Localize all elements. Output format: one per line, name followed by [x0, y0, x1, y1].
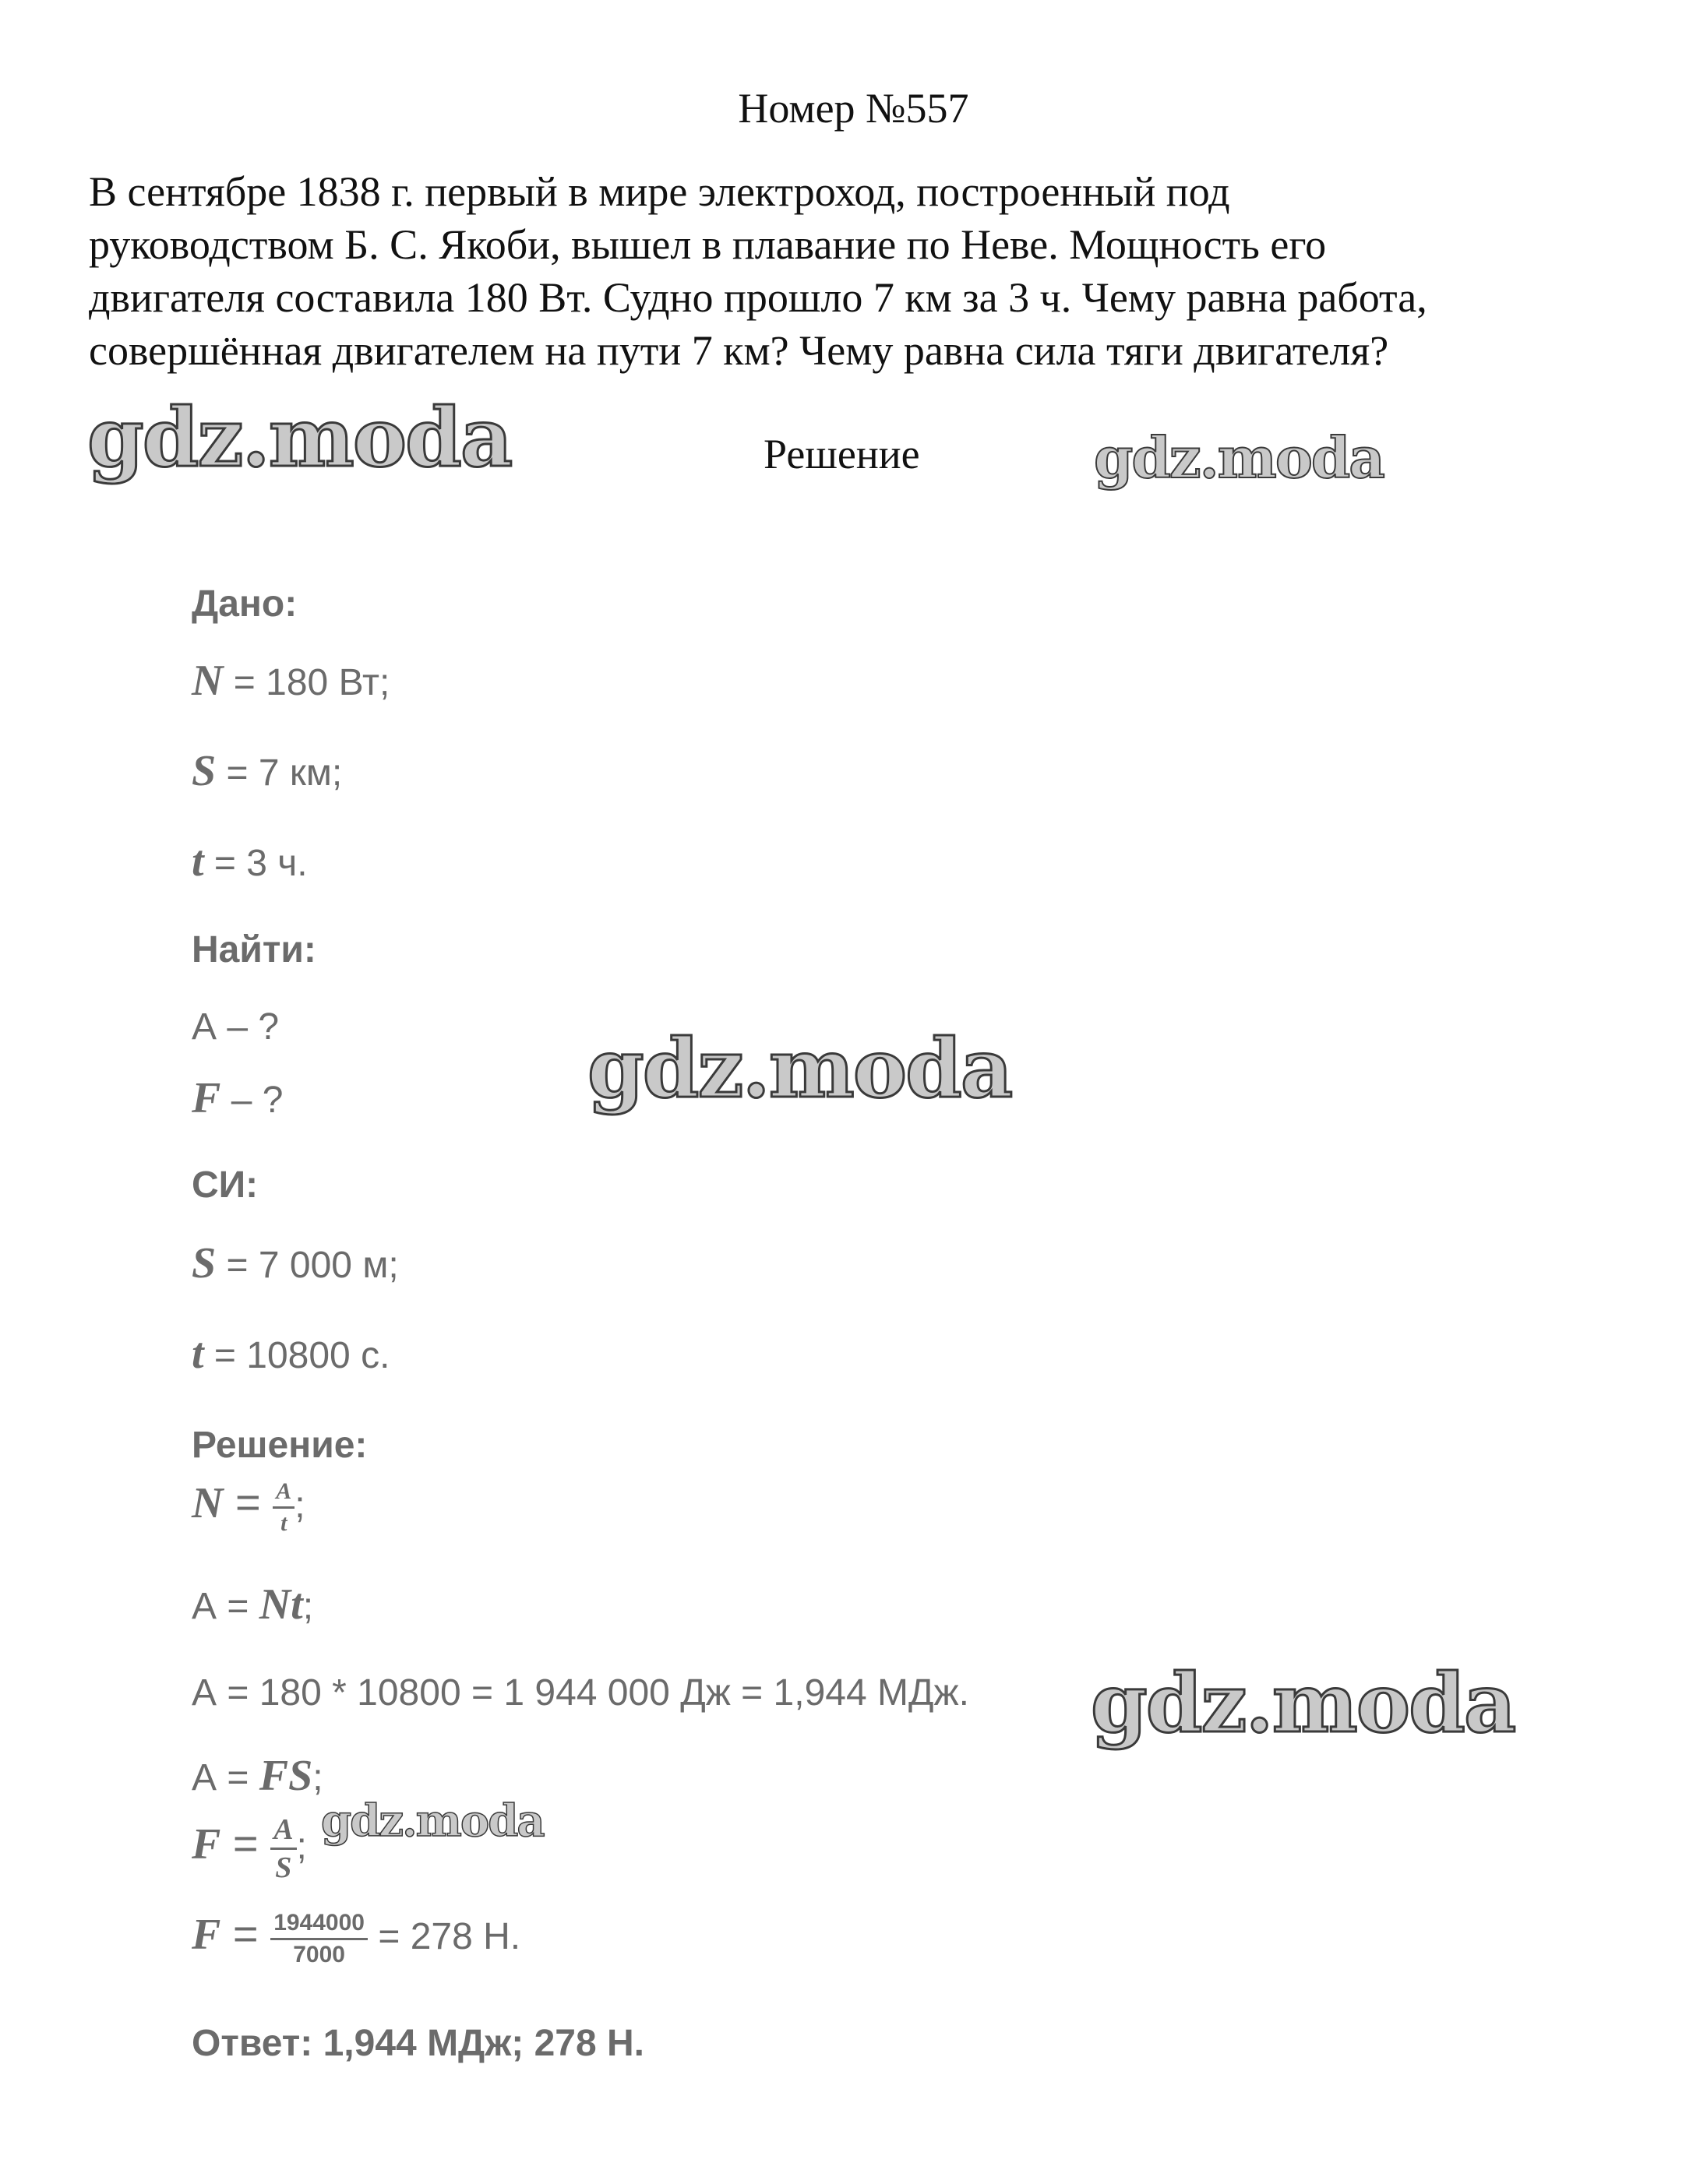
- fraction: $\frac{A}{t}$: [273, 1480, 294, 1535]
- page-title: Номер №557: [738, 85, 969, 132]
- find-label: Найти:: [192, 929, 316, 970]
- si-item: t = 10800 с.: [192, 1330, 390, 1378]
- answer: Ответ: 1,944 МДж; 278 Н.: [192, 2023, 645, 2064]
- problem-line: совершённая двигателем на пути 7 км? Чему равна сила тяги двигателя?: [89, 327, 1389, 374]
- equation-power: N = $\frac{A}{t}$ ;: [192, 1478, 305, 1536]
- watermark: gdz.moda: [87, 389, 512, 485]
- solution-label: Решение:: [192, 1425, 368, 1466]
- watermark: gdz.moda: [587, 1020, 1012, 1116]
- equation-work-force: А = FS;: [192, 1752, 323, 1800]
- si-item: S = 7 000 м;: [192, 1239, 399, 1288]
- given-item: N = 180 Вт;: [192, 657, 390, 705]
- problem-statement: [89, 165, 1639, 377]
- given-item: t = 3 ч.: [192, 837, 308, 886]
- equation-force-value: F = $\frac{1944000}{7000}$ = 278 Н.: [192, 1909, 521, 1967]
- equation-work: А = Nt;: [192, 1580, 314, 1629]
- find-item: А – ?: [192, 1006, 280, 1048]
- watermark: gdz.moda: [321, 1795, 544, 1847]
- equation-work-value: А = 180 * 10800 = 1 944 000 Дж = 1,944 МДж.: [192, 1672, 969, 1714]
- equation-force: F = $\frac{А}{S}$ ;: [192, 1813, 307, 1884]
- find-item: F – ?: [192, 1074, 284, 1122]
- watermark: gdz.moda: [1094, 424, 1384, 491]
- fraction: $\frac{1944000}{7000}$: [270, 1911, 368, 1967]
- given-item: S = 7 км;: [192, 747, 343, 795]
- problem-line: руководством Б. С. Якоби, вышел в плавание по Неве. Мощность его: [89, 221, 1327, 268]
- problem-line: В сентябре 1838 г. первый в мире электроход, построенный под: [89, 168, 1230, 215]
- watermark: gdz.moda: [1091, 1655, 1515, 1751]
- solution-heading: Решение: [764, 431, 920, 477]
- si-label: СИ:: [192, 1164, 259, 1206]
- given-label: Дано:: [192, 583, 298, 625]
- problem-line: двигателя составила 180 Вт. Судно прошло 7 км за 3 ч. Чему равна работа,: [89, 274, 1427, 321]
- fraction: $\frac{А}{S}$: [270, 1815, 296, 1883]
